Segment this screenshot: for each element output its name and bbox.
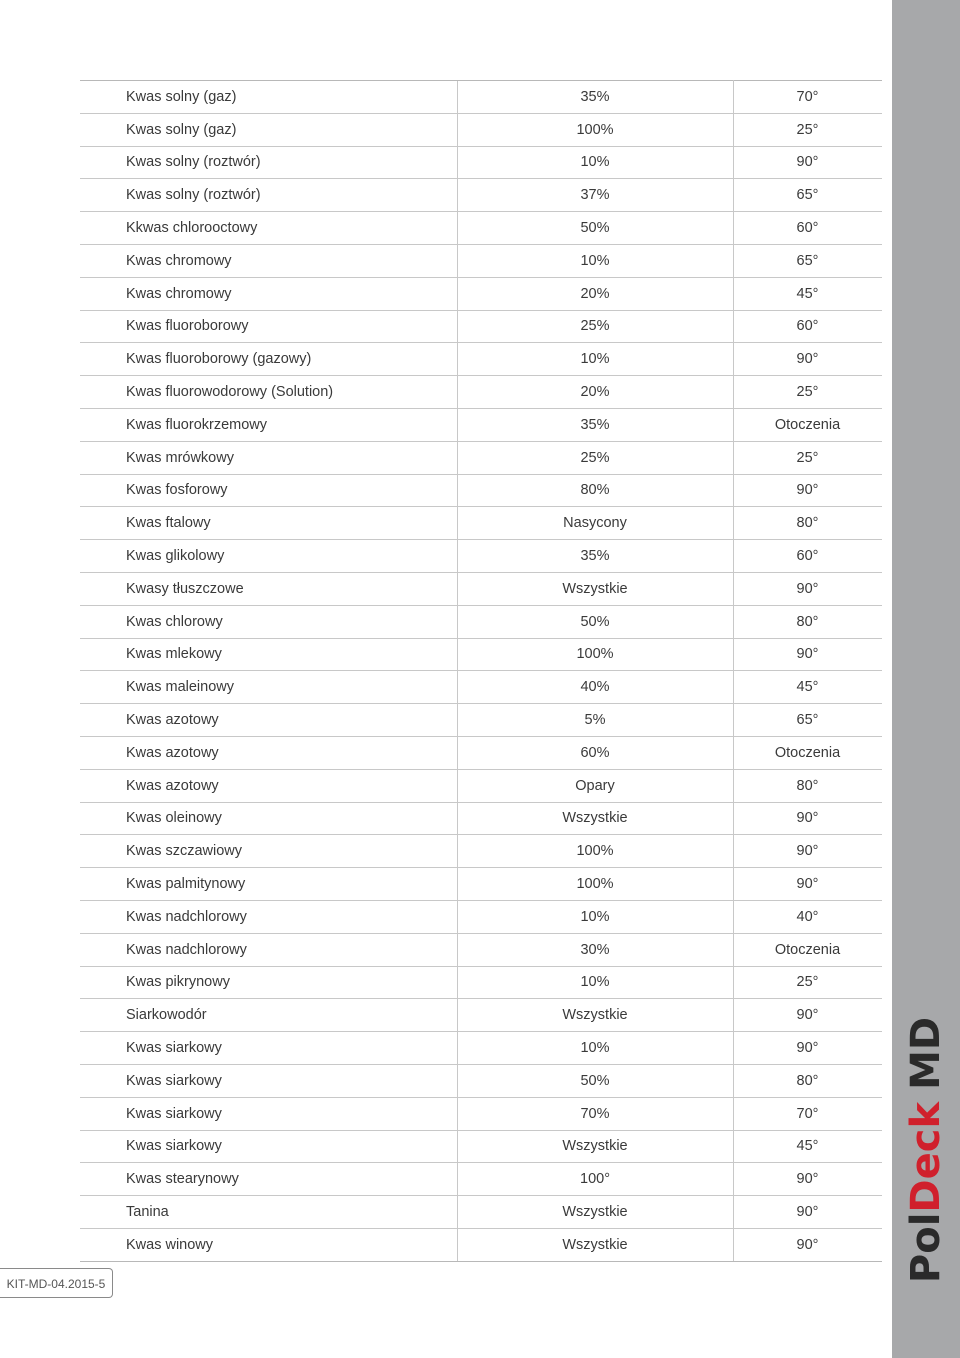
temperature-cell: 90° bbox=[733, 572, 882, 605]
table-row bbox=[80, 835, 882, 868]
table-row bbox=[80, 179, 882, 212]
concentration-cell: Wszystkie bbox=[457, 1130, 733, 1163]
concentration-cell: Nasycony bbox=[457, 507, 733, 540]
chemical-name-cell: Kwas chromowy bbox=[80, 244, 457, 277]
chemical-name-cell: Kwas szczawiowy bbox=[80, 835, 457, 868]
table-row bbox=[80, 966, 882, 999]
concentration-cell: 50% bbox=[457, 605, 733, 638]
temperature-cell: 25° bbox=[733, 113, 882, 146]
concentration-cell: 35% bbox=[457, 540, 733, 573]
table-row bbox=[80, 310, 882, 343]
concentration-cell: 35% bbox=[457, 81, 733, 114]
chemical-name-cell: Kwas siarkowy bbox=[80, 1064, 457, 1097]
concentration-cell: Wszystkie bbox=[457, 1196, 733, 1229]
concentration-cell: 37% bbox=[457, 179, 733, 212]
brand-logo bbox=[903, 1016, 949, 1284]
table-row bbox=[80, 1130, 882, 1163]
temperature-cell: 60° bbox=[733, 310, 882, 343]
chemical-name-cell: Kwas fluorowodorowy (Solution) bbox=[80, 376, 457, 409]
table-row bbox=[80, 441, 882, 474]
temperature-cell: Otoczenia bbox=[733, 736, 882, 769]
temperature-cell: 90° bbox=[733, 474, 882, 507]
chemical-name-cell: Kwas chromowy bbox=[80, 277, 457, 310]
chemical-name-cell: Kwas fluoroborowy bbox=[80, 310, 457, 343]
table-row bbox=[80, 540, 882, 573]
table-row bbox=[80, 113, 882, 146]
temperature-cell: 70° bbox=[733, 81, 882, 114]
table-row bbox=[80, 736, 882, 769]
chemical-name-cell: Kwas solny (roztwór) bbox=[80, 146, 457, 179]
chemical-resistance-table bbox=[80, 80, 882, 1262]
concentration-cell: Wszystkie bbox=[457, 572, 733, 605]
temperature-cell: 45° bbox=[733, 1130, 882, 1163]
concentration-cell: 100% bbox=[457, 113, 733, 146]
table-row bbox=[80, 704, 882, 737]
temperature-cell: 90° bbox=[733, 1032, 882, 1065]
concentration-cell: 10% bbox=[457, 146, 733, 179]
temperature-cell: Otoczenia bbox=[733, 933, 882, 966]
table-row bbox=[80, 671, 882, 704]
chemical-name-cell: Kwas winowy bbox=[80, 1228, 457, 1261]
temperature-cell: 70° bbox=[733, 1097, 882, 1130]
concentration-cell: 50% bbox=[457, 212, 733, 245]
chemical-name-cell: Kwas nadchlorowy bbox=[80, 933, 457, 966]
temperature-cell: 80° bbox=[733, 1064, 882, 1097]
table-row bbox=[80, 900, 882, 933]
temperature-cell: 60° bbox=[733, 540, 882, 573]
table-row bbox=[80, 638, 882, 671]
brand-pol: Pol bbox=[903, 1212, 949, 1284]
concentration-cell: 30% bbox=[457, 933, 733, 966]
temperature-cell: 45° bbox=[733, 277, 882, 310]
temperature-cell: 90° bbox=[733, 146, 882, 179]
chemical-name-cell: Kwas oleinowy bbox=[80, 802, 457, 835]
temperature-cell: 80° bbox=[733, 769, 882, 802]
chemical-name-cell: Kwas chlorowy bbox=[80, 605, 457, 638]
table-row bbox=[80, 474, 882, 507]
temperature-cell: 90° bbox=[733, 1228, 882, 1261]
chemical-name-cell: Siarkowodór bbox=[80, 999, 457, 1032]
chemical-name-cell: Kkwas chlorooctowy bbox=[80, 212, 457, 245]
temperature-cell: 65° bbox=[733, 244, 882, 277]
table-row bbox=[80, 81, 882, 114]
chemical-name-cell: Kwas fluorokrzemowy bbox=[80, 408, 457, 441]
temperature-cell: 45° bbox=[733, 671, 882, 704]
temperature-cell: 90° bbox=[733, 835, 882, 868]
chemical-name-cell: Kwas azotowy bbox=[80, 704, 457, 737]
chemical-name-cell: Kwas siarkowy bbox=[80, 1130, 457, 1163]
table-row bbox=[80, 507, 882, 540]
table-row bbox=[80, 408, 882, 441]
temperature-cell: 80° bbox=[733, 605, 882, 638]
table-row bbox=[80, 802, 882, 835]
concentration-cell: 35% bbox=[457, 408, 733, 441]
concentration-cell: Wszystkie bbox=[457, 999, 733, 1032]
chemical-name-cell: Kwas solny (gaz) bbox=[80, 81, 457, 114]
concentration-cell: 80% bbox=[457, 474, 733, 507]
chemical-name-cell: Kwas pikrynowy bbox=[80, 966, 457, 999]
concentration-cell: 20% bbox=[457, 376, 733, 409]
table-row bbox=[80, 244, 882, 277]
temperature-cell: 90° bbox=[733, 1163, 882, 1196]
chemical-name-cell: Kwas ftalowy bbox=[80, 507, 457, 540]
temperature-cell: 90° bbox=[733, 1196, 882, 1229]
table-row bbox=[80, 1163, 882, 1196]
chemical-name-cell: Kwas solny (roztwór) bbox=[80, 179, 457, 212]
chemical-name-cell: Kwas nadchlorowy bbox=[80, 900, 457, 933]
temperature-cell: 90° bbox=[733, 638, 882, 671]
temperature-cell: 65° bbox=[733, 704, 882, 737]
temperature-cell: 90° bbox=[733, 999, 882, 1032]
table-row bbox=[80, 572, 882, 605]
concentration-cell: 40% bbox=[457, 671, 733, 704]
chemical-name-cell: Kwas fosforowy bbox=[80, 474, 457, 507]
chemical-name-cell: Kwas maleinowy bbox=[80, 671, 457, 704]
brand-md: MD bbox=[903, 1016, 949, 1090]
concentration-cell: 10% bbox=[457, 343, 733, 376]
chemical-name-cell: Kwas siarkowy bbox=[80, 1097, 457, 1130]
concentration-cell: 100° bbox=[457, 1163, 733, 1196]
chemical-name-cell: Kwasy tłuszczowe bbox=[80, 572, 457, 605]
concentration-cell: 5% bbox=[457, 704, 733, 737]
concentration-cell: 100% bbox=[457, 868, 733, 901]
table-row bbox=[80, 376, 882, 409]
table-row bbox=[80, 277, 882, 310]
temperature-cell: 90° bbox=[733, 802, 882, 835]
table-row bbox=[80, 1196, 882, 1229]
concentration-cell: 20% bbox=[457, 277, 733, 310]
concentration-cell: Wszystkie bbox=[457, 802, 733, 835]
concentration-cell: 10% bbox=[457, 1032, 733, 1065]
table-row bbox=[80, 343, 882, 376]
concentration-cell: 10% bbox=[457, 244, 733, 277]
brand-deck-d: D bbox=[903, 1179, 949, 1213]
concentration-cell: 60% bbox=[457, 736, 733, 769]
table-row bbox=[80, 1032, 882, 1065]
chemical-name-cell: Kwas azotowy bbox=[80, 769, 457, 802]
temperature-cell: 65° bbox=[733, 179, 882, 212]
table-row bbox=[80, 933, 882, 966]
chemical-name-cell: Kwas mlekowy bbox=[80, 638, 457, 671]
table-body bbox=[80, 81, 882, 1262]
table-row bbox=[80, 769, 882, 802]
chemical-name-cell: Kwas palmitynowy bbox=[80, 868, 457, 901]
temperature-cell: 90° bbox=[733, 868, 882, 901]
concentration-cell: 25% bbox=[457, 310, 733, 343]
temperature-cell: 25° bbox=[733, 966, 882, 999]
table-row bbox=[80, 212, 882, 245]
temperature-cell: 25° bbox=[733, 441, 882, 474]
concentration-cell: 10% bbox=[457, 966, 733, 999]
chemical-name-cell: Tanina bbox=[80, 1196, 457, 1229]
temperature-cell: 40° bbox=[733, 900, 882, 933]
temperature-cell: 80° bbox=[733, 507, 882, 540]
table-row bbox=[80, 605, 882, 638]
concentration-cell: Wszystkie bbox=[457, 1228, 733, 1261]
table-row bbox=[80, 868, 882, 901]
temperature-cell: Otoczenia bbox=[733, 408, 882, 441]
concentration-cell: 50% bbox=[457, 1064, 733, 1097]
temperature-cell: 60° bbox=[733, 212, 882, 245]
table-row bbox=[80, 146, 882, 179]
concentration-cell: 100% bbox=[457, 638, 733, 671]
chemical-name-cell: Kwas fluoroborowy (gazowy) bbox=[80, 343, 457, 376]
chemical-name-cell: Kwas azotowy bbox=[80, 736, 457, 769]
table-row bbox=[80, 1097, 882, 1130]
concentration-cell: 10% bbox=[457, 900, 733, 933]
chemical-name-cell: Kwas mrówkowy bbox=[80, 441, 457, 474]
table-row bbox=[80, 1228, 882, 1261]
chemical-name-cell: Kwas stearynowy bbox=[80, 1163, 457, 1196]
document-code: KIT-MD-04.2015-5 bbox=[0, 1268, 113, 1298]
concentration-cell: 25% bbox=[457, 441, 733, 474]
chemical-name-cell: Kwas glikolowy bbox=[80, 540, 457, 573]
table-row bbox=[80, 999, 882, 1032]
concentration-cell: Opary bbox=[457, 769, 733, 802]
concentration-cell: 70% bbox=[457, 1097, 733, 1130]
brand-deck: eck bbox=[903, 1101, 949, 1180]
temperature-cell: 25° bbox=[733, 376, 882, 409]
concentration-cell: 100% bbox=[457, 835, 733, 868]
chemical-name-cell: Kwas siarkowy bbox=[80, 1032, 457, 1065]
table-row bbox=[80, 1064, 882, 1097]
chemical-name-cell: Kwas solny (gaz) bbox=[80, 113, 457, 146]
temperature-cell: 90° bbox=[733, 343, 882, 376]
